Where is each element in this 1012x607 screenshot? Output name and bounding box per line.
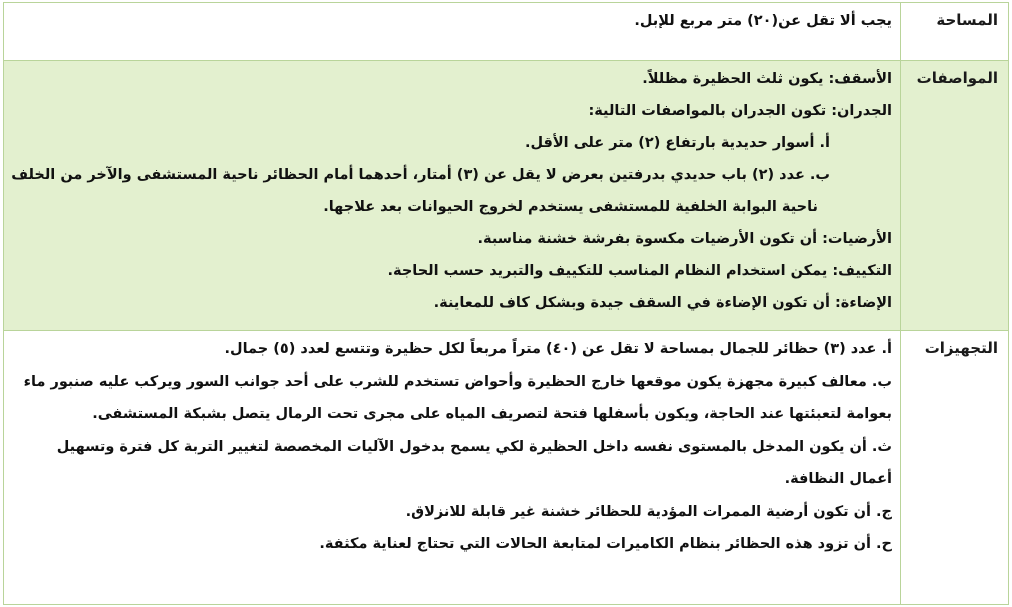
equipment-item-e: ح. أن تزود هذه الحظائر بنظام الكاميرات لمتابعة الحالات التي تحتاج لعناية مكثفة. (319, 536, 892, 552)
equipment-label: التجهيزات (901, 331, 1009, 605)
equipment-row (4, 331, 1009, 605)
specifications-table (3, 2, 1009, 605)
equipment-item-a: أ. عدد (٣) حظائر للجمال بمساحة لا تقل عن (٤٠) متراً مربعاً لكل حظيرة وتتسع لعدد (٥) جمال. (224, 341, 892, 357)
equipment-item-d: ج. أن تكون أرضية الممرات المؤدية للحظائر خشنة غير قابلة للانزلاق. (405, 503, 892, 520)
equipment-item-b: ب. معالف كبيرة مجهزة يكون موقعها خارج الحظيرة وأحواض تستخدم للشرب على أحد جوانب السور ويركب عليه صنبور ماء بعوامة لتعبئتها عند الحاجة، ويكون بأسفلها فتحة لتصريف المياه على مجرى تحت الرمال يتصل بشبكة المستشفى. (23, 373, 892, 422)
walls-item-b: ب. عدد (٢) باب حديدي بدرفتين بعرض لا يقل عن (٣) أمتار، أحدهما أمام الحظائر ناحية المستشفى والآخر من الخلف ناحية البوابة الخلفية للمستشفى يستخدم لخروج الحيوانات بعد علاجها. (11, 167, 830, 215)
floors-text: الأرضيات: أن تكون الأرضيات مكسوة بفرشة خشنة مناسبة. (477, 231, 892, 247)
area-content (4, 3, 901, 61)
walls-item-a: أ. أسوار حديدية بارتفاع (٢) متر على الأقل. (524, 135, 830, 151)
walls-intro-text: الجدران: تكون الجدران بالمواصفات التالية: (588, 103, 892, 119)
specs-content (4, 61, 901, 331)
specs-row (4, 61, 1009, 331)
area-row (4, 3, 1009, 61)
equipment-content (4, 331, 901, 605)
ac-text: التكييف: يمكن استخدام النظام المناسب للتكييف والتبريد حسب الحاجة. (387, 263, 892, 279)
specs-label: المواصفات (901, 61, 1009, 331)
area-label: المساحة (901, 3, 1009, 61)
equipment-item-c: ث. أن يكون المدخل بالمستوى نفسه داخل الحظيرة لكي يسمح بدخول الآليات المخصصة لتغيير التربة كل فترة وتسهيل أعمال النظافة. (56, 438, 892, 487)
area-text: يجب ألا تقل عن(٢٠) متر مربع للإبل. (634, 13, 892, 29)
lighting-text: الإضاءة: أن تكون الإضاءة في السقف جيدة وبشكل كاف للمعاينة. (433, 295, 892, 311)
roof-text: الأسقف: يكون ثلث الحظيرة مظللاً. (642, 71, 892, 87)
